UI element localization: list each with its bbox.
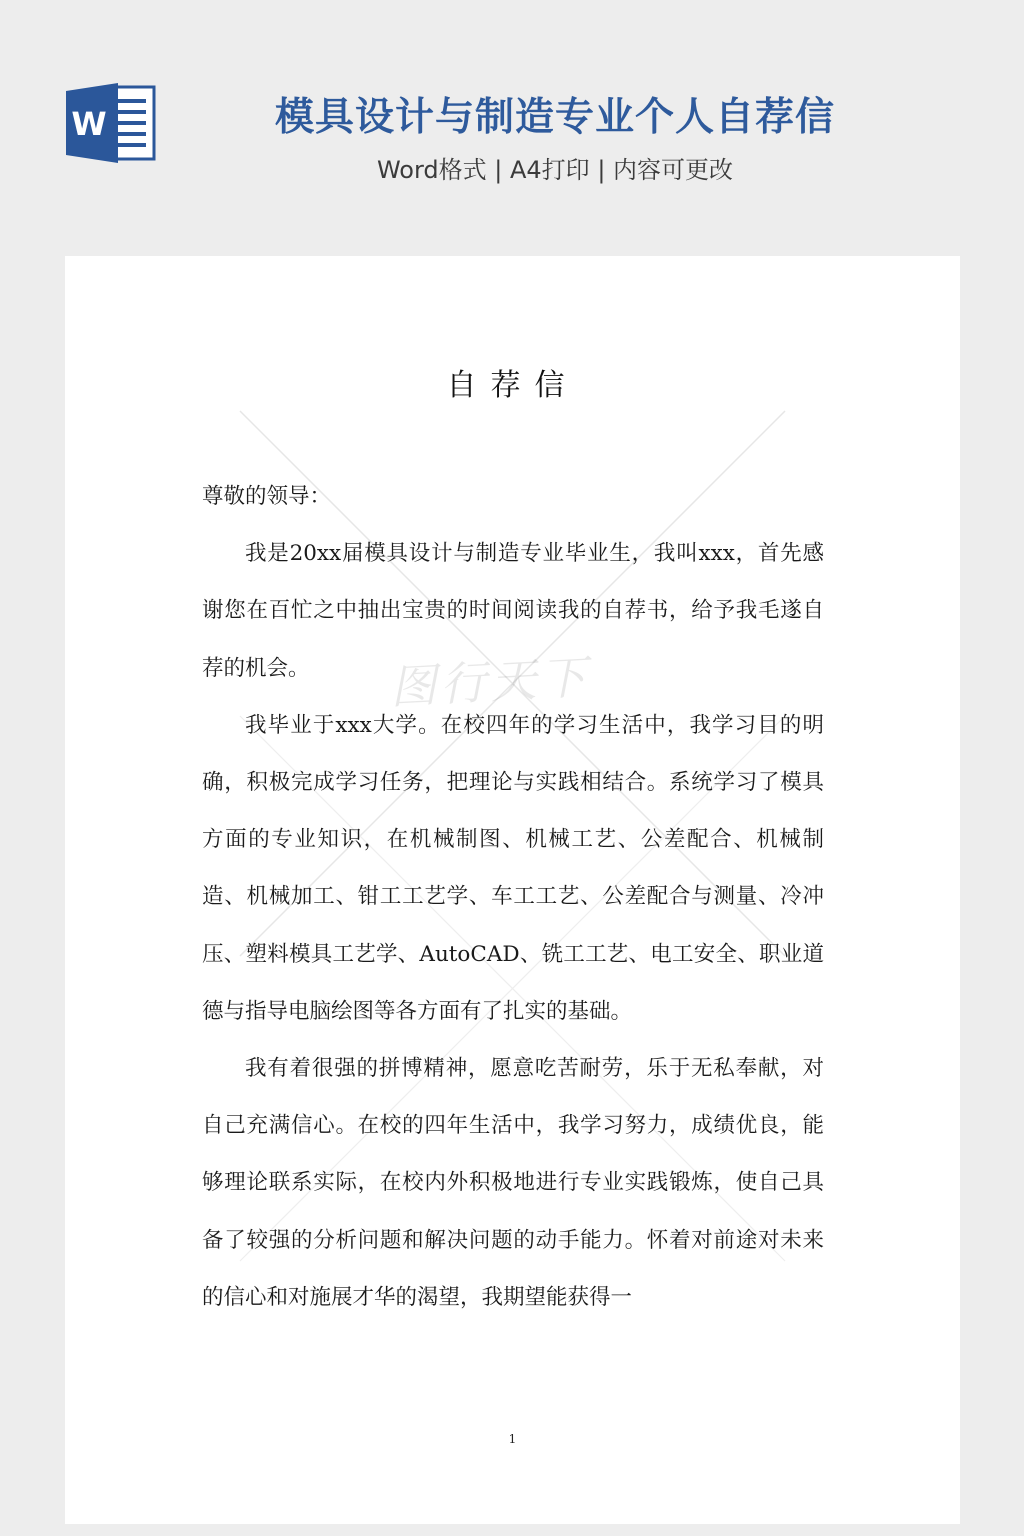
greeting-paragraph: 尊敬的领导： xyxy=(202,484,332,509)
word-logo-letter: W xyxy=(71,105,107,143)
document-body xyxy=(202,468,824,1326)
header-title: 模具设计与制造专业个人自荐信 xyxy=(274,95,835,140)
body-paragraph: 我毕业于xxx大学。在校四年的学习生活中，我学习目的明确，积极完成学习任务，把理论与实践相结合。系统学习了模具方面的专业知识，在机械制图、机械工艺、公差配合、机械制造、机械加工、钳工工艺学、车工工艺、公差配合与测量、冷冲压、塑料模具工艺学、AutoCAD、铣工工艺、电工安全、职业道德与指导电脑绘图等各方面有了扎实的基础。 xyxy=(202,712,824,1024)
body-paragraph: 我有着很强的拼博精神，愿意吃苦耐劳，乐于无私奉献，对自己充满信心。在校的四年生活中，我学习努力，成绩优良，能够理论联系实际，在校内外积极地进行专业实践锻炼，使自己具备了较强的分析问题和解决问题的动手能力。怀着对前途对未来的信心和对施展才华的渴望，我期望能获得一 xyxy=(202,1056,824,1310)
page-number: 1 xyxy=(508,1432,517,1446)
watermark-text: 图行天下 xyxy=(388,649,592,715)
document-title: 自荐信 xyxy=(446,368,579,403)
word-doc-icon xyxy=(66,83,156,163)
header-subtitle: Word格式 | A4打印 | 内容可更改 xyxy=(376,156,734,184)
body-paragraph: 我是20xx届模具设计与制造专业毕业生，我叫xxx，首先感谢您在百忙之中抽出宝贵的时间阅读我的自荐书，给予我毛遂自荐的机会。 xyxy=(202,541,824,681)
document-page xyxy=(65,256,960,1524)
